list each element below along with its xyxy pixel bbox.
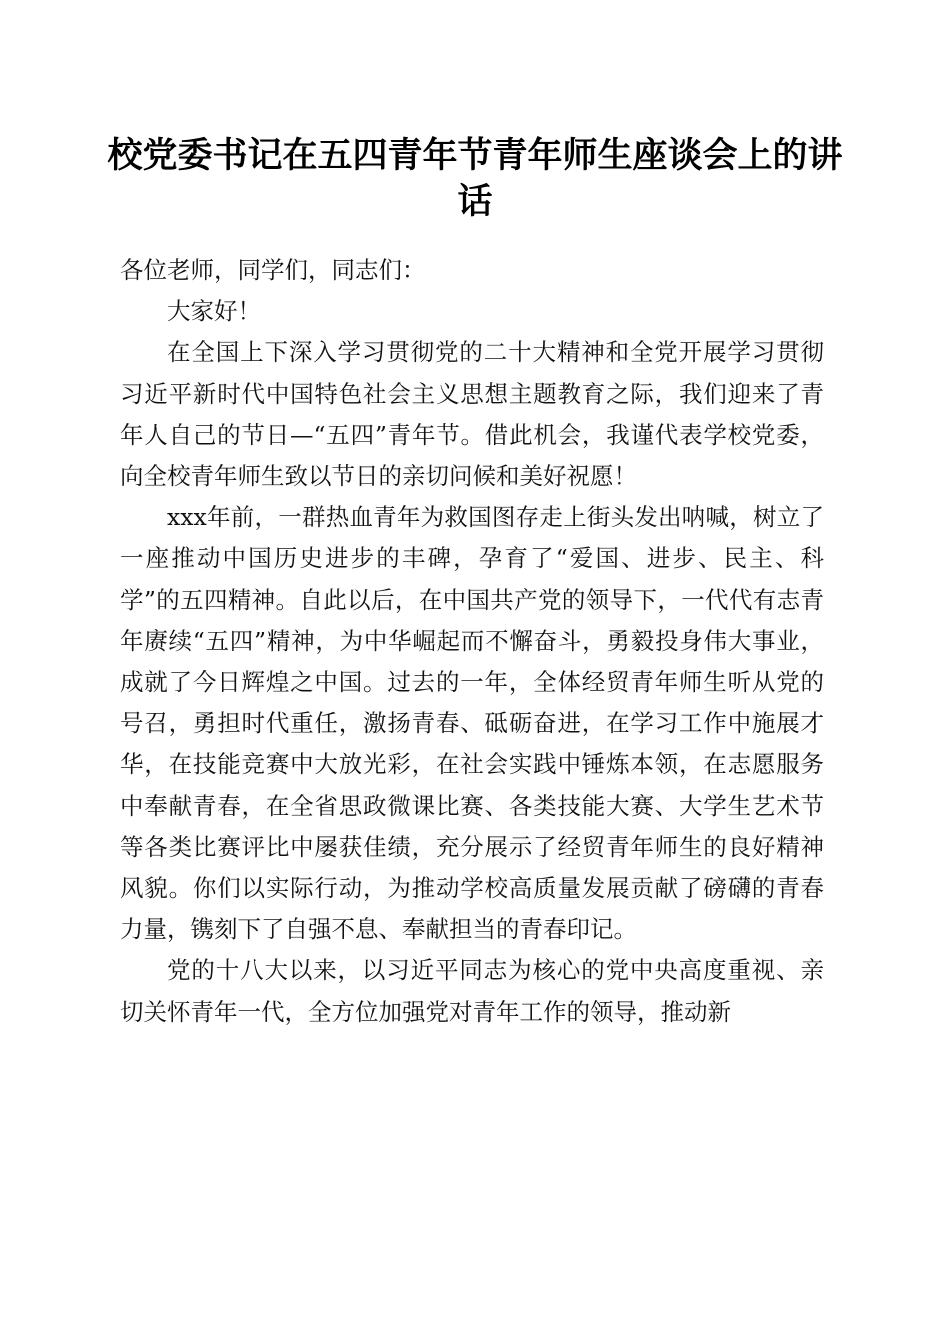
- paragraph: 党的十八大以来，以习近平同志为核心的党中央高度重视、亲切关怀青年一代，全方位加强党对青年工作的领导，推动新: [120, 956, 824, 1026]
- document-body: [120, 250, 824, 1033]
- paragraph: 在全国上下深入学习贯彻党的二十大精神和全党开展学习贯彻习近平新时代中国特色社会主义思想主题教育之际，我们迎来了青年人自己的节日—“五四”青年节。借此机会，我谨代表学校党委，向全校青年师生致以节日的亲切问候和美好祝愿！: [120, 338, 824, 491]
- document-title: 校党委书记在五四青年节青年师生座谈会上的讲话: [107, 135, 843, 222]
- paragraph: xxx年前，一群热血青年为救国图存走上街头发出呐喊，树立了一座推动中国历史进步的丰碑，孕育了“爱国、进步、民主、科学”的五四精神。自此以后，在中国共产党的领导下，一代代有志青年赓续“五四”精神，为中华崛起而不懈奋斗，勇毅投身伟大事业，成就了今日辉煌之中国。过去的一年，全体经贸青年师生听从党的号召，勇担时代重任，激扬青春、砥砺奋进，在学习工作中施展才华，在技能竞赛中大放光彩，在社会实践中锤炼本领，在志愿服务中奉献青春，在全省思政微课比赛、各类技能大赛、大学生艺术节等各类比赛评比中屡获佳绩，充分展示了经贸青年师生的良好精神风貌。你们以实际行动，为推动学校高质量发展贡献了磅礴的青春力量，镌刻下了自强不息、奉献担当的青春印记。: [120, 503, 824, 944]
- salutation: 各位老师，同学们，同志们：: [120, 256, 426, 284]
- greeting: 大家好！: [167, 297, 261, 326]
